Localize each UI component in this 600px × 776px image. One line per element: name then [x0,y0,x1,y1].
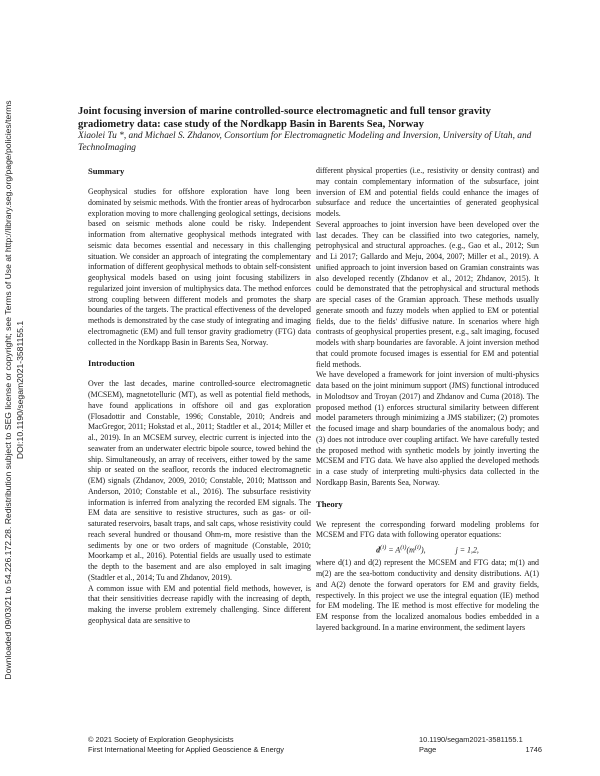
paper-title: Joint focusing inversion of marine controlled-source electromagnetic and full tensor gravity gradiometry data: case study of the Nordkapp Basin in Barents Sea, Norway [78,106,491,130]
doi-sidebar-line: DOI:10.1190/segam2021-3581155.1 [15,320,25,460]
summary-heading: Summary [88,166,125,176]
footer-left [88,735,284,754]
paper-authors: Xiaolei Tu *, and Michael S. Zhdanov, Consortium for Electromagnetic Modeling and Inversion, University of Utah, and TechnoImaging [78,131,532,153]
download-notice-sidebar [2,60,42,710]
introduction-paragraph-1: Over the last decades, marine controlled-source electromagnetic (MCSEM), magnetotelluric (MT), as well as potential field methods, have found applications in offshore oil and gas exploration (Flosadottir and Constable, 1996; Constable, 2010; Andreis and MacGregor, 2011; Hokstad et al., 2011; Stadtler et al., 2014; Miller et al., 2019). In an MCSEM survey, electric current is injected into the seawater from an underwater electric bipole source, towed behind the ship. Simultaneously, an array of receivers, either towed by the same ship or seated on the seafloor, records the induced electromagnetic (EM) signals (Zhdanov, 2009, 2010; Constable, 2010; Mattsson and Anderson, 2010; Constable et al., 2016). The subsurface resistivity information is inferred from analyzing the recorded EM signals. The EM data are sensitive to resistive structures, such as gas- or oil-saturated reservoirs, basalt traps, and salt caps, whose resistivity could reach several hundred or thousand Ohm-m, more resistive than the sediments by one or two orders of magnitude (Constable, 2010; Moorkamp et al., 2016). Potential fields are usually used to estimate the depth to the basement and are also employed in salt imaging (Stadtler et al., 2014; Tu and Zhdanov, 2019). [88,379,311,582]
theory-paragraph-2: where d(1) and d(2) represent the MCSEM and FTG data; m(1) and m(2) are the sea-bottom conductivity and density distributions. A(1) and A(2) denote the forward operators for EM and gravity fields, respectively. In this project we use the integral equation (IE) method for EM modeling. The IE method is most effective for modeling the EM response from the localized anomalous bodies embedded in a layered background. In a marine environment, the sediment layers [316,558,539,632]
right-paragraph-3: We have developed a framework for joint inversion of multi-physics data based on the joint minimum support (JMS) functional introduced in Molodtsov and Troyan (2017) and Zhdanov and Cuma (2018). The proposed method (1) enforces structural similarity between different model parameters through minimizing a JMS stabilizer; (2) promotes the focused image and sharp boundaries of the anomalous body; and (3) does not introduce over coupling artifact. We have carefully tested the proposed method with synthetic models by jointly inverting the MCSEM and FTG data. We have also applied the developed methods in a case study of interpreting multi-physics data collected in the Nordkapp Basin, Barents Sea, Norway. [316,370,539,487]
right-column [316,166,539,634]
conference-line: First International Meeting for Applied Geoscience & Energy [88,744,284,754]
theory-paragraph-1: We represent the corresponding forward modeling problems for MCSEM and FTG data with following operator equations: [316,519,539,540]
footer-doi: 10.1190/segam2021-3581155.1 [419,735,523,744]
summary-paragraph: Geophysical studies for offshore exploration have long been dominated by seismic methods. With the frontier areas of hydrocarbon exploration moving to more challenging geological settings, decisions based on seismic methods alone could be risky. Independent information from alternative geophysical methods integrated with seismic data becomes essential and necessary in this challenging situation. We consider an approach of integrating the complementary information of different geophysical methods to obtain self-consistent geophysical models based on using joint focusing stabilizers in regularized joint inversion of multiphysics data. The method enforces strong coupling between different models and promotes the sharp boundaries of the targets. The practical effectiveness of the developed methods is demonstrated by the case study of integrating and imaging electromagnetic (EM) and full tensor gravity gradiometry (FTG) data collected in the Nordkapp Basin in Barents Sea, Norway. [88,187,311,347]
theory-heading: Theory [316,498,343,509]
footer-right [419,735,542,754]
operator-equation: $d^{(i)} = A^{(i)}(m^{(i)})$, j = 1,2, [376,544,479,555]
page-number: 1746 [525,744,542,754]
introduction-paragraph-2: A common issue with EM and potential field methods, however, is that their sensitivities decrease rapidly with the increasing of depth, making the inverse problem extremely challenging. Since different geophysical data are sensitive to [88,583,311,625]
introduction-heading: Introduction [88,358,135,369]
download-notice-line: Downloaded 09/03/21 to 54.226.172.28. Redistribution subject to SEG license or copyright; see Terms of Use at http://library.seg.org/page/policies/terms [3,100,13,680]
right-paragraph-2: Several approaches to joint inversion have been developed over the last decades. They can be classified into two categories, namely, petrophysical and structural approaches. (e.g., Gao et al., 2012; Sun and Li 2017; Gallardo and Meju, 2004, 2007; Miller et al., 2019). A unified approach to joint inversion based on Gramian constraints was also developed recently (Zhdanov et al., 2012; Zhdanov, 2015). It could be demonstrated that the petrophysical and structural methods are special cases of the Gramian approach. These methods usually generate smooth and fuzzy models when applied to EM or potential fields, due to the fields' diffusive nature. In scenarios where high contrasts of geophysical properties present, e.g., salt imaging, focused models with sharp boundaries are favorable. A joint inversion method that could promote focused images is essential for EM and potential field methods. [316,219,539,369]
left-column [88,166,311,627]
copyright-line: © 2021 Society of Exploration Geophysicists [88,735,234,744]
page-label: Page [419,744,437,754]
right-paragraph-1: different physical properties (i.e., resistivity or density contrast) and may contain complementary information of the subsurface, joint inversion of EM and potential fields could enhance the images of subsurface and reduce the uncertainties of generated geophysical models. [316,166,539,218]
download-notice-text [2,65,42,715]
